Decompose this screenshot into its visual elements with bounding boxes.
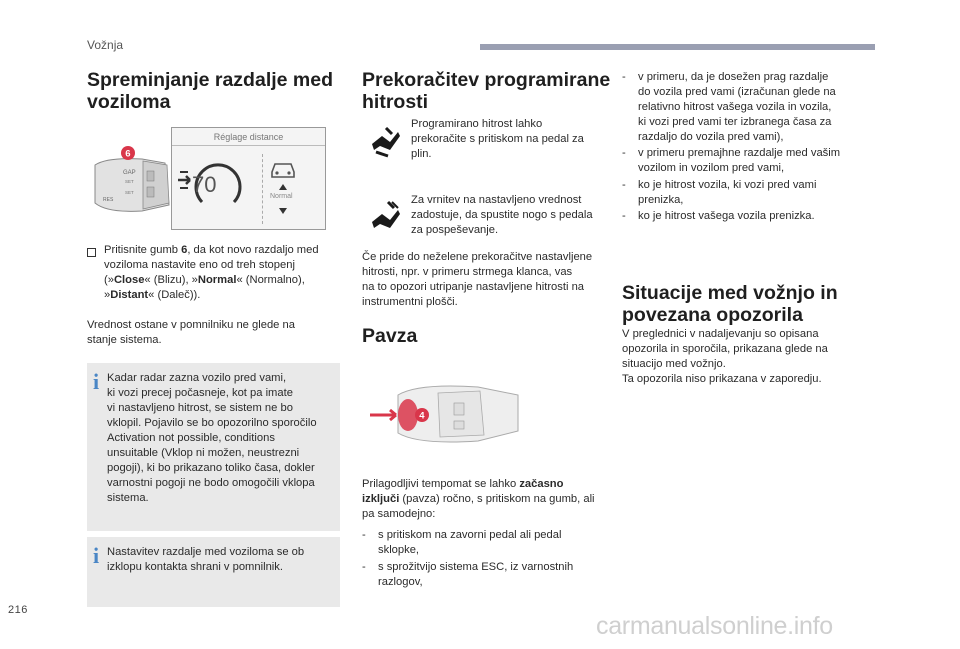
instruction-text: Pritisnite gumb 6, da kot novo razdaljo med voziloma nastavite eno od treh stopenj (»Close« (Blizu), »Normal« (Normalno), »Distant« (Daleč)).: [104, 244, 319, 301]
instruction-marker: [87, 246, 96, 261]
heading-pause: Pavza: [362, 325, 418, 347]
note-box-radar: [87, 363, 340, 531]
arrow-up-icon: [279, 184, 287, 190]
info-marker-icon: i: [93, 543, 100, 568]
note-radar-text: Kadar radar zazna vozilo pred vami, ki vozi precej počasneje, kot pa imate vi nastavljeno hitrost, se sistem ne bo vklopil. Pojavilo se bo opozorilno sporočilo Activation not possible, conditions unsuitable (Vklop ni možen, neustrezni pogoji), ki bo prikazano toliko časa, dokler varnostni pogoji ne bodo omogočili vklopa sistema.: [107, 372, 317, 504]
heading-driving-situations: [622, 282, 838, 326]
heading-distance-adjust: [87, 69, 333, 113]
stalk-label-set-minus: SET: [125, 190, 134, 195]
page-number: 216: [8, 604, 28, 616]
list-item: - s sprožitvijo sistema ESC, iz varnostnih razlogov,: [362, 561, 574, 588]
pause-paragraph: Prilagodljivi tempomat se lahko začasno izključi (pavza) ročno, s pritiskom na gumb, ali pa samodejno:: [362, 478, 595, 520]
checkbox-icon: [87, 248, 96, 257]
list-item: - v primeru premajhne razdalje med vašim vozilom in vozilom pred vami,: [622, 147, 841, 174]
override-item-text: Programirano hitrost lahko prekoračite s pritiskom na pedal za plin.: [411, 118, 584, 160]
situations-paragraph: V preglednici v nadaljevanju so opisana opozorila in sporočila, prikazana glede na situacijo med vožnjo. Ta opozorila niso prikazana v zaporedju.: [622, 328, 828, 385]
heading-line: voziloma: [87, 91, 171, 113]
heading-speed-override: [362, 69, 610, 113]
memory-paragraph: Vrednost ostane v pomnilniku ne glede na stanje sistema.: [87, 319, 295, 346]
list-item: - v primeru, da je dosežen prag razdalje do vozila pred vami (izračunan glede na relativno hitrost vašega vozila in vozila, ki vozi pred vami ter izbranega časa za razdaljo do vozila pred vami),: [622, 71, 836, 143]
display-speed-value: 70: [192, 172, 217, 197]
list-item: - ko je hitrost vašega vozila prenizka.: [622, 210, 815, 222]
car-ahead-icon: [268, 158, 298, 180]
stalk-label-set-plus: SET: [125, 179, 134, 184]
heading-line: Situacije med vožnjo in: [622, 282, 838, 304]
callout-number: 4: [419, 410, 425, 422]
pause-button-illustration: [368, 375, 528, 455]
display-mode-label: Normal: [270, 193, 293, 200]
cruise-stalk-illustration: [87, 135, 177, 235]
arrow-down-icon: [279, 208, 287, 214]
accelerator-press-icon: [368, 124, 402, 158]
display-divider: [262, 154, 263, 224]
note-box-memory: [87, 537, 340, 607]
display-title: Réglage distance: [172, 128, 325, 146]
note-memory-text: Nastavitev razdalje med voziloma se ob izklopu kontakta shrani v pomnilnik.: [107, 546, 305, 573]
list-item: - ko je hitrost vozila, ki vozi pred vami prenizka,: [622, 179, 817, 206]
header-accent-bar: [480, 44, 875, 50]
callout-number: 6: [125, 148, 131, 160]
info-marker-icon: i: [93, 369, 100, 394]
distance-setting-display: [171, 127, 326, 230]
heading-line: povezana opozorila: [622, 304, 803, 326]
section-title: Vožnja: [87, 38, 124, 52]
accelerator-release-icon: [368, 200, 402, 234]
stalk-label-res: RES: [103, 197, 114, 203]
list-item: - s pritiskom na zavorni pedal ali pedal sklopke,: [362, 529, 562, 556]
heading-line: hitrosti: [362, 91, 429, 113]
heading-line: Spreminjanje razdalje med: [87, 69, 334, 91]
release-item-text: Za vrnitev na nastavljeno vrednost zadostuje, da spustite nogo s pedala za pospeševanje.: [411, 194, 593, 236]
stalk-label-gap: GAP: [123, 170, 136, 176]
override-paragraph: Če pride do neželene prekoračitve nastavljene hitrosti, npr. v primeru strmega klanca, vas na to opozori utripanje nastavljene hitrosti na instrumentni plošči.: [362, 251, 593, 308]
heading-line: Prekoračitev programirane: [362, 69, 611, 91]
arrow-right-icon: [370, 410, 396, 420]
watermark: carmanualsonline.info: [596, 612, 833, 640]
